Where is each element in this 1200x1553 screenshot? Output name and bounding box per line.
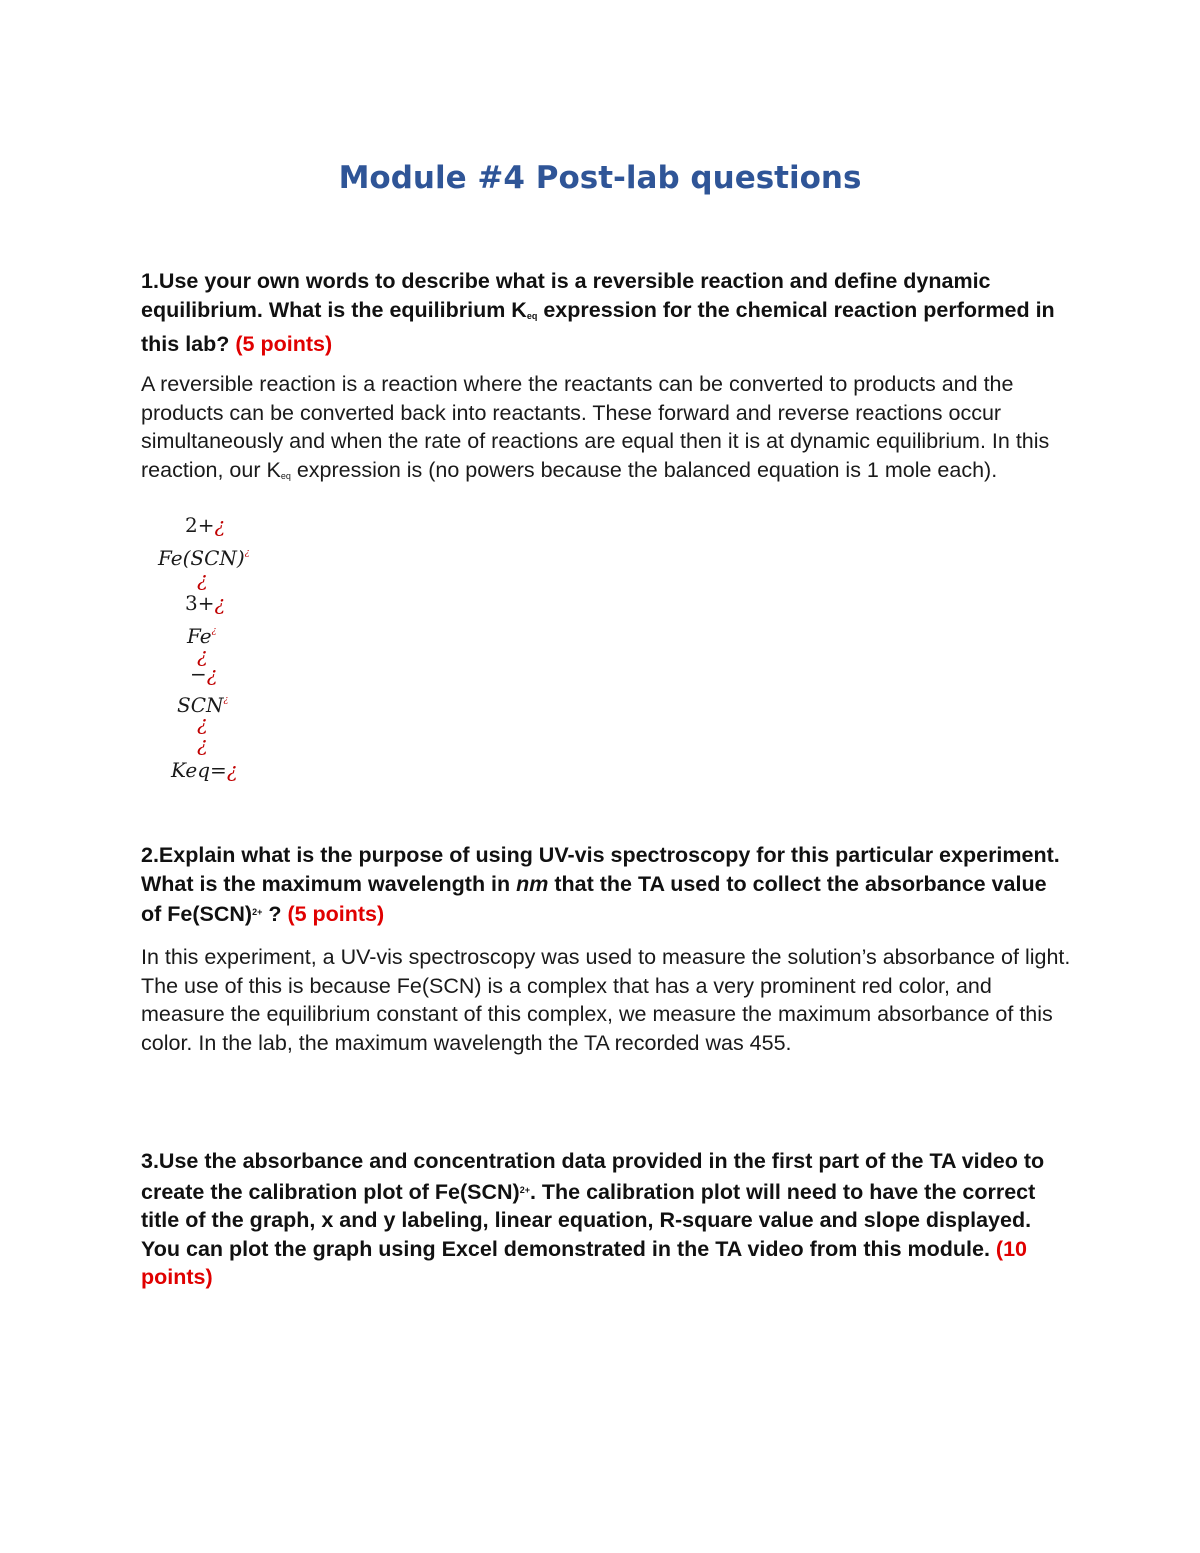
question-1 bbox=[141, 267, 1071, 359]
equation-line-2 bbox=[158, 541, 250, 570]
unknown-glyph: ¿ bbox=[214, 591, 226, 615]
unknown-glyph: ¿ bbox=[244, 548, 250, 558]
question-3-points: (10 points) bbox=[141, 1236, 1027, 1289]
question-2-text-c: ? bbox=[262, 902, 288, 926]
keq-label: Keq= bbox=[171, 758, 227, 782]
question-2-text-b: that the TA used to collect the absorbance value of Fe(SCN) bbox=[141, 871, 1047, 926]
equation-line-1 bbox=[185, 513, 225, 537]
equation-line-10 bbox=[197, 732, 208, 756]
unknown-glyph: ¿ bbox=[226, 758, 238, 782]
unknown-glyph: ¿ bbox=[197, 711, 208, 735]
question-2 bbox=[141, 841, 1071, 929]
question-1-text-a: 1.Use your own words to describe what is a reversible reaction and define dynamic equilibrium. What is the equilibrium K bbox=[141, 269, 991, 322]
species-scn: SCN bbox=[177, 693, 224, 717]
question-3-text-b: . The calibration plot will need to have the correct title of the graph, x and y labeling, linear equation, R-square value and slope displayed. You can plot the graph using Excel demonstrated in the TA video from this module. bbox=[141, 1179, 1036, 1261]
question-3-text-a: 3.Use the absorbance and concentration data provided in the first part of the TA video to create the calibration plot of Fe(SCN) bbox=[141, 1149, 1045, 1204]
question-3 bbox=[141, 1147, 1071, 1292]
answer-1-text-a: A reversible reaction is a reaction where the reactants can be converted to products and the products can be converted back into reactants. These forward and reverse reactions occur simultaneously and when the rate of reactions are equal then it is at dynamic equilibrium. In this reaction, our K bbox=[141, 372, 1050, 482]
unknown-glyph: ¿ bbox=[197, 643, 208, 667]
equation-line-3 bbox=[197, 567, 208, 591]
question-1-points: (5 points) bbox=[235, 332, 333, 356]
charge-2plus: 2+ bbox=[185, 513, 215, 537]
unknown-glyph: ¿ bbox=[197, 732, 208, 756]
charge-3plus: 3+ bbox=[185, 591, 215, 615]
equation-line-4 bbox=[185, 591, 225, 615]
question-2-unit: nm bbox=[516, 871, 549, 896]
page-title: Module #4 Post-lab questions bbox=[338, 160, 862, 196]
answer-1-subscript: eq bbox=[280, 470, 291, 481]
question-1-subscript: eq bbox=[526, 310, 538, 321]
unknown-glyph: ¿ bbox=[206, 662, 218, 686]
answer-2: In this experiment, a UV-vis spectroscopy was used to measure the solution’s absorbance of light. The use of this is because Fe(SCN) is a complex that has a very prominent red color, and measure the equilibrium constant of this complex, we measure the maximum absorbance of this color. In the lab, the maximum wavelength the TA recorded was 455. bbox=[141, 945, 1071, 1055]
species-fe: Fe bbox=[187, 624, 212, 648]
unknown-glyph: ¿ bbox=[214, 513, 226, 537]
question-2-text-a: 2.Explain what is the purpose of using UV-vis spectroscopy for this particular experiment. What is the maximum wavelength in bbox=[141, 843, 1060, 896]
unknown-glyph: ¿ bbox=[211, 626, 217, 636]
answer-1 bbox=[141, 370, 1071, 490]
unknown-glyph: ¿ bbox=[197, 567, 208, 591]
equation-line-11 bbox=[171, 758, 238, 782]
answer-1-text-b: expression is (no powers because the balanced equation is 1 mole each). bbox=[290, 457, 998, 482]
equation-line-7 bbox=[190, 662, 218, 686]
species-fescn: Fe(SCN) bbox=[158, 546, 245, 570]
charge-minus: − bbox=[190, 662, 207, 686]
question-3-superscript: 2+ bbox=[519, 1184, 530, 1195]
question-2-superscript: 2+ bbox=[252, 907, 263, 917]
question-1-text-b: expression for the chemical reaction performed in this lab? bbox=[141, 297, 1055, 356]
unknown-glyph: ¿ bbox=[223, 695, 229, 705]
question-2-points: (5 points) bbox=[287, 902, 385, 926]
